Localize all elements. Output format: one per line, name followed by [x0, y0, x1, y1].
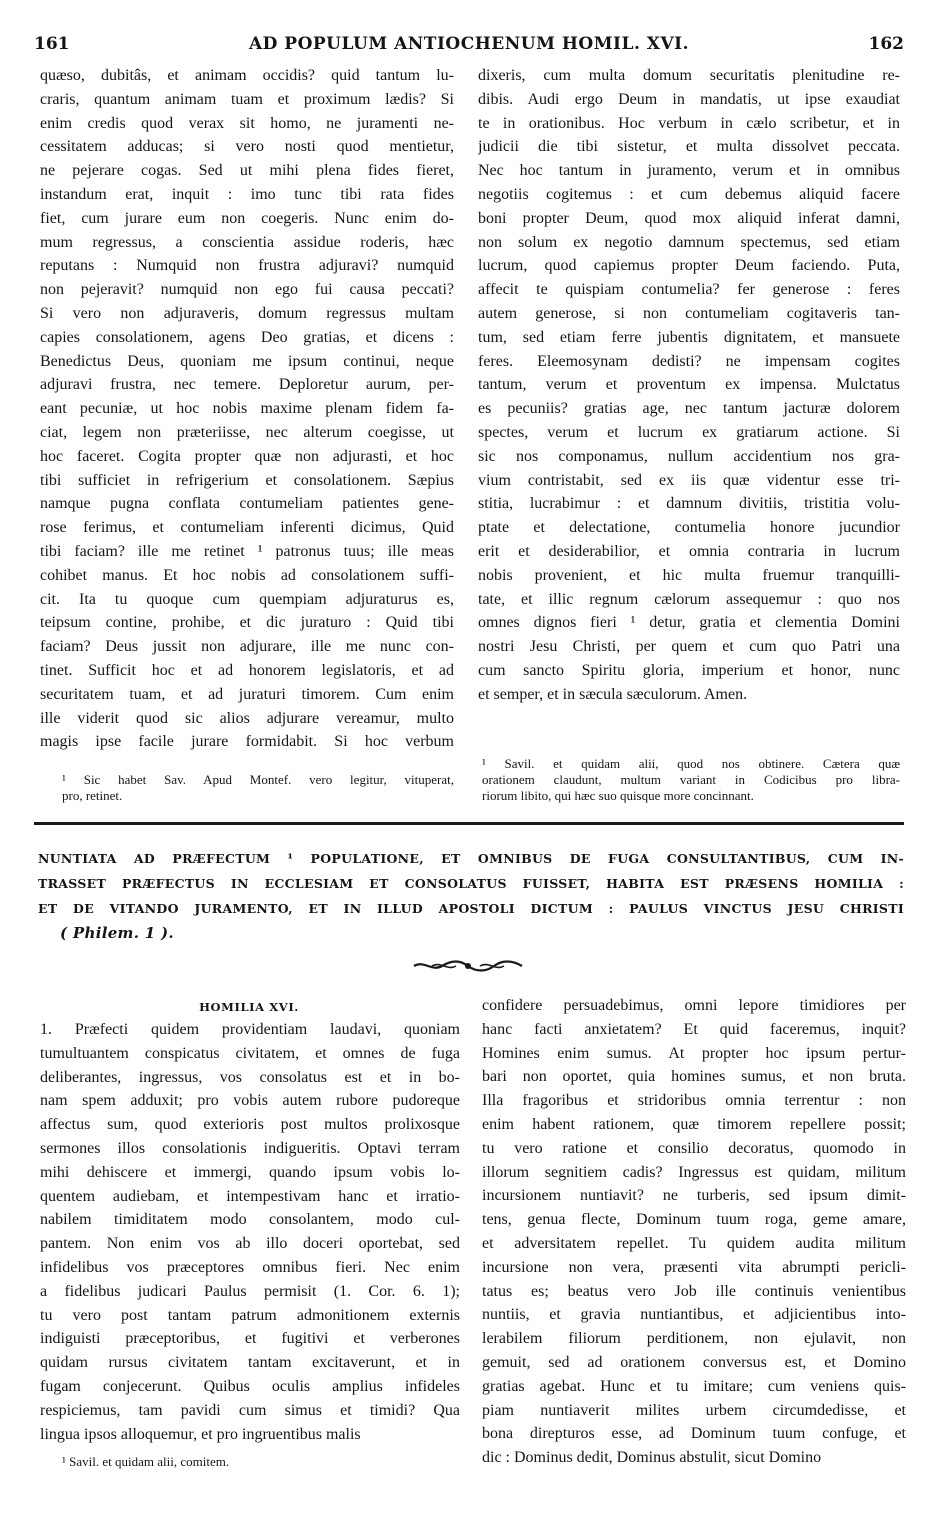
text-line: orationem claudunt, multum variant in Codicibus pro libra-	[482, 772, 900, 787]
text-line: incursione non vera, præsenti vita abrumpti pericli-	[482, 1258, 906, 1276]
text-line: cessitatem adducas; si vero nosti quod mentietur,	[40, 138, 454, 156]
text-line: cum sancto Spiritu gloria, imperium et honor, nunc	[478, 661, 900, 679]
text-line: tu vero post tantam patrum admonitionem externis	[40, 1306, 460, 1324]
text-line: nobis provenient, et hic multa fruemur tranquilli-	[478, 566, 900, 584]
text-line: non solum ex negotio damnum spectemus, sed etiam	[478, 233, 900, 251]
text-line: NUNTIATA AD PRÆFECTUM ¹ POPULATIONE, ET OMNIBUS DE FUGA CONSULTANTIBUS, CUM IN-	[38, 851, 904, 866]
text-line: tibi sufficiet in refrigerium et consolationem. Sæpius	[40, 471, 454, 489]
text-line: gemuit, sed ad orationem conversus est, et Domino	[482, 1353, 906, 1371]
page-number-left: 161	[34, 34, 70, 54]
text-line: nabilem timiditatem modo consolantem, modo cul-	[40, 1211, 460, 1229]
text-line: tatus es; beatus vero Job ille continuis venientibus	[482, 1282, 906, 1300]
text-line: pantem. Non enim vos ab illo doceri oportebat, sed	[40, 1235, 460, 1253]
text-line: a fidelibus judicari Paulus permisit (1. Cor. 6. 1);	[40, 1282, 460, 1300]
text-line: te in orationibus. Hoc verbum in cælo scribetur, et in	[478, 114, 900, 132]
text-line: lerabilem filiorum perditionem, non ejulavit, non	[482, 1330, 906, 1348]
text-line: spectes, verum et lucrum ex gratiarum actione. Si	[478, 423, 900, 441]
section-divider	[34, 822, 904, 825]
text-line: nuntiis, et gravia nuntiantibus, et adjicientibus into-	[482, 1306, 906, 1324]
text-line: cohibet manus. Et hoc nobis ad consolationem suffi-	[40, 566, 454, 584]
text-line: teipsum contine, prohibe, et dic juraturo : Quid tibi	[40, 614, 454, 632]
text-line: ET DE VITANDO JURAMENTO, ET IN ILLUD APOSTOLI DICTUM : PAULUS VINCTUS JESU CHRISTI	[38, 901, 904, 916]
text-line: et semper, et in sæcula sæculorum. Amen.	[478, 685, 748, 703]
text-line: mihi dehiscere et immergi, quando ipsum vobis lo-	[40, 1163, 460, 1181]
text-line: respiciemus, tam pavidi cum simus et timidi? Qua	[40, 1401, 460, 1419]
text-line: magis ipse facile jurare formidabit. Si hoc verbum	[40, 733, 454, 751]
text-line: fiet, cum jurare eum non coegeris. Nunc enim do-	[40, 209, 454, 227]
text-line: enim credis quod verax sit homo, ne juramenti ne-	[40, 114, 454, 132]
text-line: mum regressus, a conscientia assidue roderis, hæc	[40, 233, 454, 251]
text-line: quæso, dubitâs, et animam occidis? quid tantum lu-	[40, 67, 454, 84]
text-line: erit et desiderabilior, et omnia contraria in lucrum	[478, 542, 900, 560]
text-line: ( Philem. 1 ).	[60, 924, 174, 942]
text-line: illorum segnitiem cadis? Ingressus est quidam, militum	[482, 1163, 906, 1181]
text-line: vium contristabit, sed ex iis quæ videntur esse tri-	[478, 471, 900, 489]
text-line: sic nos componamus, nullum accidentium nos gra-	[478, 447, 900, 465]
text-line: quentem audiebam, et intempestivam hanc et irratio-	[40, 1187, 460, 1205]
text-line: bari non oportet, quia homines sumus, et non bruta.	[482, 1068, 906, 1086]
text-line: omnes dignos fieri ¹ detur, gratia et clementia Domini	[478, 614, 900, 632]
text-line: autem generose, si non contumeliam cogitaveris tan-	[478, 304, 900, 322]
text-line: 1. Præfecti quidem providentiam laudavi, quoniam	[40, 1021, 460, 1038]
text-line: ¹ Savil. et quidam alii, quod nos obtinere. Cætera quæ	[482, 756, 900, 771]
text-line: Si vero non adjuraveris, domum regressus multam	[40, 304, 454, 322]
text-line: gratias agebat. Hunc et tu imitare; cum veniens quis-	[482, 1377, 906, 1395]
text-line: namque pugna conflata contumeliam patientes gene-	[40, 495, 454, 513]
text-line: confidere persuadebimus, omni lepore timidiores per	[482, 997, 906, 1014]
text-line: tibi faciam? ille me retinet ¹ patronus tuus; ille meas	[40, 542, 454, 560]
text-line: dibis. Audi ergo Deum in mandatis, ut ipse exaudiat	[478, 90, 900, 108]
homily-heading: HOMILIA XVI.	[199, 1000, 299, 1014]
text-line: ¹ Savil. et quidam alii, comitem.	[62, 1454, 230, 1469]
text-line: lucrum, quod capiemus propter Deum faciendo. Puta,	[478, 257, 900, 275]
text-line: quidam rursus civitatem tantam excitaverunt, et in	[40, 1354, 460, 1372]
running-title: AD POPULUM ANTIOCHENUM HOMIL. XVI.	[248, 34, 690, 54]
bottom-left-column	[40, 1018, 460, 1446]
text-line: dixeris, cum multa domum securitatis plenitudine re-	[478, 67, 900, 84]
text-line: adjuravi frustra, nec temere. Deploretur aurum, per-	[40, 376, 454, 394]
bottom-right-column	[482, 994, 906, 1470]
text-line: Illa fragoribus et stridoribus omnia terrentur : non	[482, 1092, 906, 1110]
text-line: ciat, legem non præteriisse, nec alterum coegisse, ut	[40, 423, 454, 441]
text-line: tate, et illic regnum cælorum assequemur : quo nos	[478, 590, 900, 608]
text-line: cit. Ita tu quoque cum quempiam adjuraturus es,	[40, 590, 454, 608]
text-line: instandum erat, inquit : imo tunc tibi rata fides	[40, 185, 454, 203]
text-line: TRASSET PRÆFECTUS IN ECCLESIAM ET CONSOLATUS FUISSET, HABITA EST PRÆSENS HOMILIA :	[38, 876, 904, 891]
text-line: affecit te quispiam contumelia? fer generose : feres	[478, 281, 900, 299]
text-line: reputans : Numquid non frustra adjuravi? numquid	[40, 257, 454, 275]
page-number-right: 162	[868, 34, 904, 54]
text-line: nam spem adduxit; pro vobis autem rubore pudoreque	[40, 1092, 460, 1110]
text-line: fugam conjecerunt. Quibus oculis amplius infideles	[40, 1377, 460, 1395]
top-left-footnote	[62, 772, 454, 804]
text-line: ne pejerare cogas. Sed ut mihi plena fides fieret,	[40, 162, 454, 180]
text-line: rose ferimus, et contumeliam inferenti dicimus, Quid	[40, 519, 454, 537]
text-line: tu vero ratione et consilio decoratus, quomodo in	[482, 1139, 906, 1157]
text-line: non pejeravit? numquid non ego fui causa peccati?	[40, 281, 454, 299]
text-line: piam nuntiaverit milites urbem circumdedisse, et	[482, 1401, 906, 1419]
text-line: indiguisti præceptoribus, et fugitivi et verberones	[40, 1330, 460, 1348]
text-line: es pecuniis? gratias age, nec tantum jacturæ dolorem	[478, 400, 900, 418]
top-right-column	[478, 64, 900, 707]
text-line: stitia, lucrabimur : et damnum divitiis, tristitia volu-	[478, 495, 900, 513]
text-line: incursionem nuntiavit? ne turberis, sed ipsum dimit-	[482, 1187, 906, 1205]
text-line: riorum libito, qui hæc suo quisque more concinnant.	[482, 788, 754, 803]
text-line: Homines enim sumus. At propter hoc ipsum pertur-	[482, 1044, 906, 1062]
homily-title	[38, 846, 904, 946]
text-line: eant pecuniæ, ut hoc nobis maxime plenam fidem fa-	[40, 400, 454, 418]
text-line: tumultuantem conspicatus civitatem, et omnes de fuga	[40, 1044, 460, 1062]
top-left-column	[40, 64, 454, 754]
text-line: Benedictus Deus, quoniam me ipsum continui, neque	[40, 352, 454, 370]
text-line: nostri Jesu Christi, per quem et cum quo Patri una	[478, 638, 900, 656]
text-line: craris, quantum animam tuam et proximum lædis? Si	[40, 90, 454, 108]
text-line: infidelibus vos præceptores omnibus fieri. Nec enim	[40, 1258, 460, 1276]
text-line: tens, genua flecte, Dominum tuum roga, geme amare,	[482, 1211, 906, 1229]
text-line: et adversitatem repellet. Tu quidem audita militum	[482, 1234, 906, 1252]
bottom-left-footnote	[62, 1454, 454, 1470]
text-line: hoc faceret. Cogita propter quæ non adjurasti, et hoc	[40, 447, 454, 465]
text-line: feres. Eleemosynam dedisti? ne impensam cogites	[478, 352, 900, 370]
text-line: ¹ Sic habet Sav. Apud Montef. vero legitur, vituperat,	[62, 772, 454, 787]
text-line: tantum, verum et proventum ex impensa. Mulctatus	[478, 376, 900, 394]
text-line: faciam? Deus jussit non adjurare, ille me nunc con-	[40, 638, 454, 656]
text-line: ille viderit quod sic alios adjurare vereamur, multo	[40, 709, 454, 727]
text-line: tinet. Sufficit hoc et ad honorem legislatoris, et ad	[40, 661, 454, 679]
text-line: affectus sum, quod exterioris post multos prolixosque	[40, 1116, 460, 1134]
text-line: hanc facti anxietatem? Et quid faceremus, inquit?	[482, 1020, 906, 1038]
text-line: tum, sed etiam ferre jubentis dignitatem, et mansuete	[478, 328, 900, 346]
text-line: deliberantes, ingressus, vos consolatus est et in bo-	[40, 1068, 460, 1086]
text-line: ptate et delectatione, contumelia honore jucundior	[478, 519, 900, 537]
text-line: sermones illos consolationis indigueritis. Optavi terram	[40, 1139, 460, 1157]
text-line: negotiis cogitemus : et cum debemus aliquid facere	[478, 185, 900, 203]
text-line: judicii die tibi sistetur, et multa dissolvet peccata.	[478, 138, 900, 156]
running-header	[34, 34, 904, 60]
text-line: bona direpturos esse, ad Dominum tuum confuge, et	[482, 1425, 906, 1443]
text-line: Nec hoc tantum in juramento, verum et in omnibus	[478, 162, 900, 180]
text-line: pro, retinet.	[62, 788, 123, 803]
text-line: lingua ipsos alloquemur, et pro ingruentibus malis	[40, 1425, 361, 1443]
text-line: enim habent rationem, quæ timorem repellere possit;	[482, 1115, 906, 1133]
text-line: capies consolationem, agens Deo gratias, et dicens :	[40, 328, 454, 346]
top-right-footnote	[482, 756, 900, 804]
text-line: dic : Dominus dedit, Dominus abstulit, sicut Domino	[482, 1449, 822, 1467]
ornament-icon	[412, 958, 524, 974]
text-line: boni propter Deum, quod mox aliquid inferat damni,	[478, 209, 900, 227]
text-line: securitatem tuam, et ad juraturi timorem. Cum enim	[40, 685, 454, 703]
